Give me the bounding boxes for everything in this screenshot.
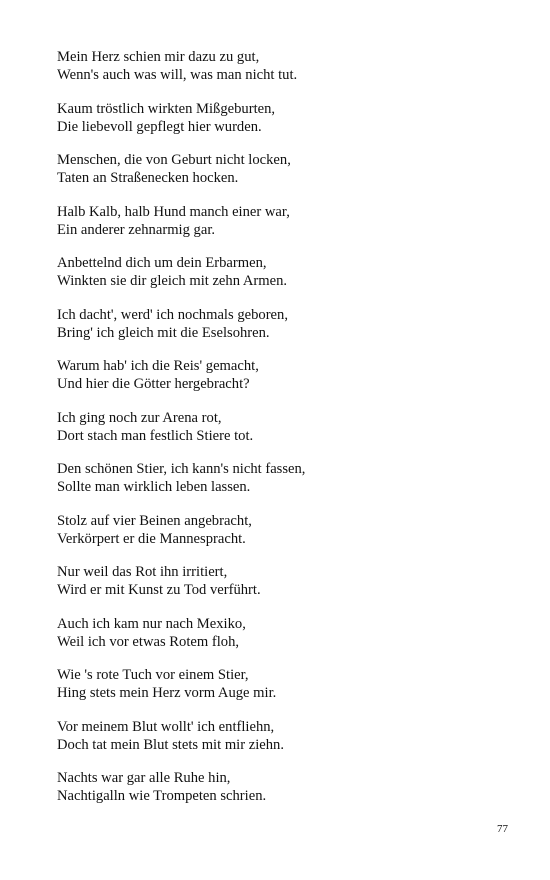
poem-line: Menschen, die von Geburt nicht locken, xyxy=(57,152,291,168)
poem-line: Sollte man wirklich leben lassen. xyxy=(57,479,251,495)
poem-line: Die liebevoll gepflegt hier wurden. xyxy=(57,118,262,135)
poem-line: Den schönen Stier, ich kann's nicht fassen, xyxy=(57,461,306,477)
stanza-2 xyxy=(57,100,517,136)
poem-line: Ich dacht', werd' ich nochmals geboren, xyxy=(57,306,288,323)
stanza-9 xyxy=(57,460,517,496)
poem-line: Wie 's rote Tuch vor einem Stier, xyxy=(57,667,249,683)
poem-line: Ich ging noch zur Arena rot, xyxy=(57,409,222,426)
poem-line: Weil ich vor etwas Rotem floh, xyxy=(57,633,240,650)
stanza-14 xyxy=(57,718,517,754)
stanza-11 xyxy=(57,563,517,599)
stanza-13 xyxy=(57,666,517,702)
poem-line: Dort stach man festlich Stiere tot. xyxy=(57,427,254,444)
poem-line: Nur weil das Rot ihn irritiert, xyxy=(57,564,228,580)
poem-line: Stolz auf vier Beinen angebracht, xyxy=(57,512,252,529)
poem-line: Halb Kalb, halb Hund manch einer war, xyxy=(57,203,290,220)
stanza-8 xyxy=(57,409,517,445)
poem xyxy=(57,48,517,821)
page-number: 77 xyxy=(497,823,508,835)
poem-line: Warum hab' ich die Reis' gemacht, xyxy=(57,358,259,374)
poem-line: Und hier die Götter hergebracht? xyxy=(57,376,250,392)
stanza-12 xyxy=(57,615,517,651)
poem-line: Vor meinem Blut wollt' ich entfliehn, xyxy=(57,718,275,735)
poem-line: Hing stets mein Herz vorm Auge mir. xyxy=(57,685,277,701)
poem-line: Anbettelnd dich um dein Erbarmen, xyxy=(57,255,267,271)
poem-line: Mein Herz schien mir dazu zu gut, xyxy=(57,49,260,65)
poem-line: Winkten sie dir gleich mit zehn Armen. xyxy=(57,273,288,289)
poem-line: Nachts war gar alle Ruhe hin, xyxy=(57,770,231,786)
stanza-6 xyxy=(57,306,517,342)
poem-line: Wird er mit Kunst zu Tod verführt. xyxy=(57,582,261,598)
poem-line: Verkörpert er die Mannespracht. xyxy=(57,530,246,547)
poem-line: Kaum tröstlich wirkten Mißgeburten, xyxy=(57,100,276,117)
poem-line: Doch tat mein Blut stets mit mir ziehn. xyxy=(57,736,284,753)
stanza-4 xyxy=(57,203,517,239)
stanza-10 xyxy=(57,512,517,548)
stanza-15 xyxy=(57,769,517,805)
stanza-3 xyxy=(57,151,517,187)
poem-line: Ein anderer zehnarmig gar. xyxy=(57,221,216,238)
poem-line: Nachtigalln wie Trompeten schrien. xyxy=(57,788,267,804)
poem-line: Bring' ich gleich mit die Eselsohren. xyxy=(57,324,270,341)
poem-line: Auch ich kam nur nach Mexiko, xyxy=(57,615,246,632)
stanza-7 xyxy=(57,357,517,393)
poem-line: Wenn's auch was will, was man nicht tut. xyxy=(57,67,298,83)
stanza-1 xyxy=(57,48,517,84)
poem-line: Taten an Straßenecken hocken. xyxy=(57,170,239,186)
stanza-5 xyxy=(57,254,517,290)
